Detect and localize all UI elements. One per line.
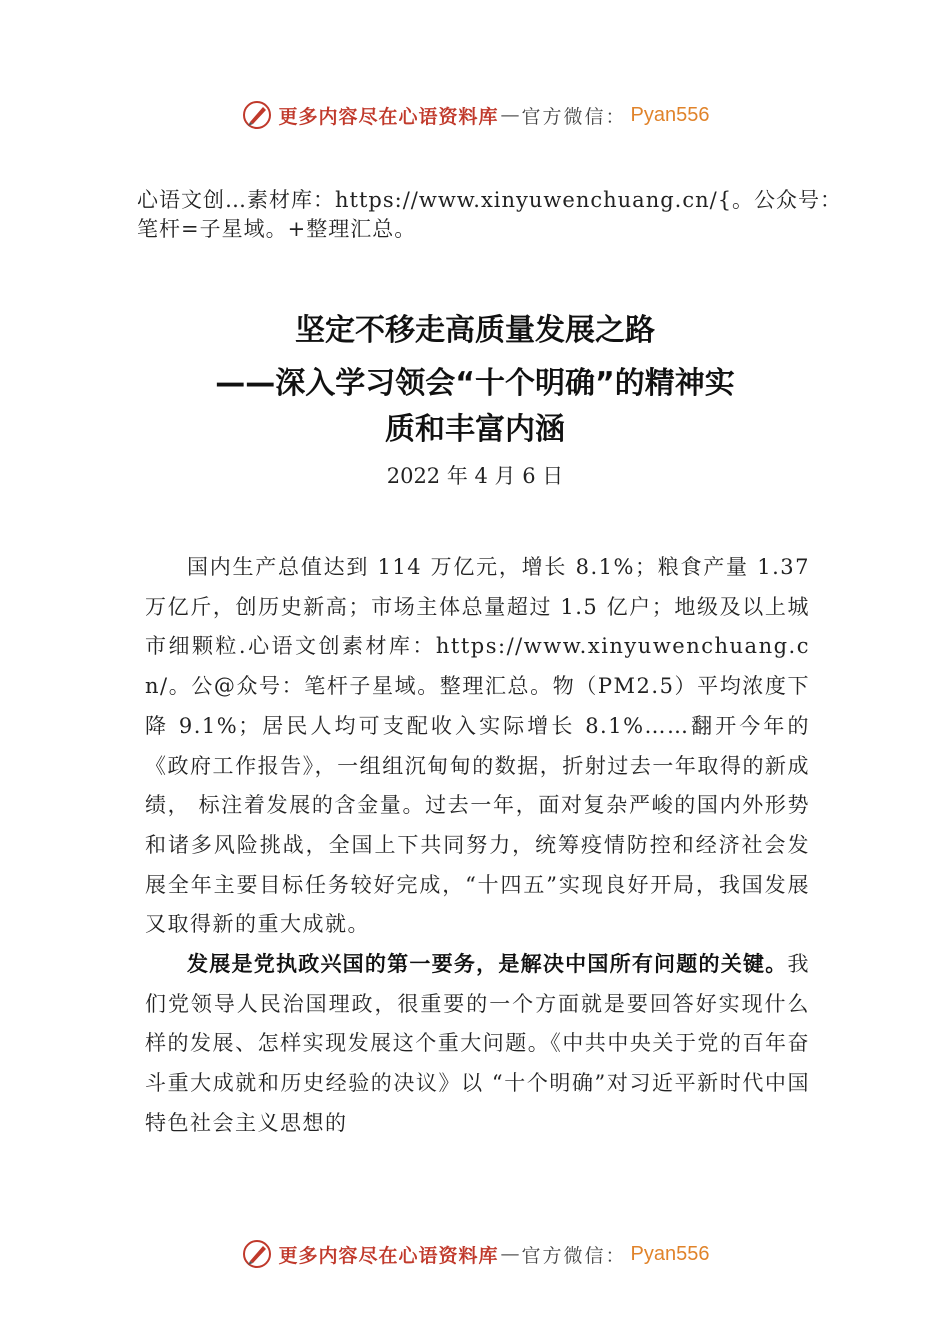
watermark-id: Pyan556	[630, 103, 710, 126]
paragraph-2-lead: 发展是党执政兴国的第一要务，是解决中国所有问题的关键。	[187, 952, 788, 977]
pen-logo-icon	[241, 1238, 273, 1270]
watermark-separator: —	[500, 1243, 520, 1265]
watermark-site: 更多内容尽在心语资料库	[278, 1244, 499, 1267]
watermark-separator: —	[500, 104, 520, 126]
paragraph-1: 国内生产总值达到 114 万亿元，增长 8.1%；粮食产量 1.37 万亿斤，创历史新高；市场主体总量超过 1.5 亿户；地级及以上城市细颗粒.心语文创素材库：https://www.xinyuwenchuang.cn/。公@众号：笔杆子星域。整理汇总。物（PM2.5）平均浓度下降 9.1%；居民人均可支配收入实际增长 8.1%……翻开今年的《政府工作报告》，一组组沉甸甸的数据，折射过去一年取得的新成绩， 标注着发展的含金量。过去一年，面对复杂严峻的国内外形势和诸多风险挑战，全国上下共同努力，统筹疫情防控和经济社会发展全年主要目标任务较好完成，“十四五”实现良好开局，我国发展又取得新的重大成就。	[145, 555, 810, 937]
source-line: 心语文创…素材库：https://www.xinyuwenchuang.cn/{。公众号：笔杆=子星域。+整理汇总。	[137, 188, 843, 241]
publish-date: 2022 年 4 月 6 日	[386, 464, 564, 488]
watermark-site: 更多内容尽在心语资料库	[278, 105, 499, 128]
title-line-1: 坚定不移走高质量发展之路	[295, 313, 655, 348]
watermark-id: Pyan556	[630, 1242, 710, 1265]
footer-watermark	[0, 1234, 950, 1274]
header-watermark	[0, 95, 950, 135]
paragraph-2	[145, 945, 810, 1144]
watermark-label: 官方微信：	[521, 1244, 627, 1267]
article-body	[145, 548, 810, 1144]
paragraph-2-text: 我们党领导人民治国理政，很重要的一个方面就是要回答好实现什么样的发展、怎样实现发展这个重大问题。《中共中央关于党的百年奋斗重大成就和历史经验的决议》以 “十个明确”对习近平新时代中国特色社会主义思想的	[145, 952, 810, 1135]
title-line-3: 质和丰富内涵	[385, 412, 565, 447]
title-line-2: ——深入学习领会“十个明确”的精神实	[215, 366, 735, 401]
watermark-label: 官方微信：	[521, 105, 627, 128]
pen-logo-icon	[241, 99, 273, 131]
